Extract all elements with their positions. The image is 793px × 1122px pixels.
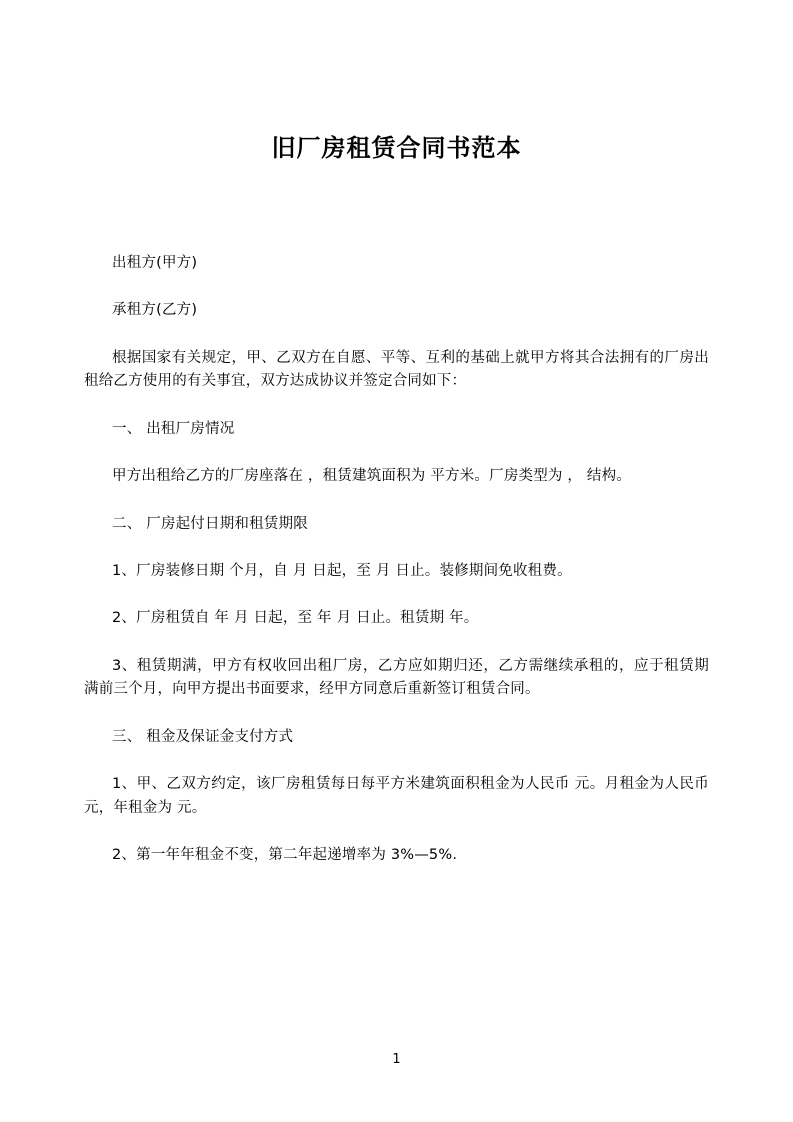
paragraph-section-2-item-1: 1、厂房装修日期 个月，自 月 日起，至 月 日止。装修期间免收租费。 — [112, 562, 572, 579]
paragraph-section-3-item-1: 1、甲、乙双方约定，该厂房租赁每日每平方米建筑面积租金为人民币 元。月租金为人民币 元，年租金为 元。 — [84, 776, 709, 816]
heading-section-2: 二、 厂房起付日期和租赁期限 — [112, 515, 308, 532]
paragraph-preamble: 根据国家有关规定，甲、乙双方在自愿、平等、互利的基础上就甲方将其合法拥有的厂房出租给乙方使用的有关事宜，双方达成协议并签定合同如下： — [84, 349, 709, 390]
heading-section-1: 一、 出租厂房情况 — [112, 420, 235, 437]
paragraph-section-2-item-3: 3、租赁期满，甲方有权收回出租厂房，乙方应如期归还，乙方需继续承租的，应于租赁期满前三个月，向甲方提出书面要求，经甲方同意后重新签订租赁合同。 — [84, 657, 709, 698]
paragraph-section-3-item-2: 2、第一年年租金不变，第二年起递增率为 3%—5%. — [112, 847, 458, 864]
paragraph-lessor: 出租方(甲方) — [112, 254, 198, 271]
page-number: 1 — [392, 1052, 401, 1067]
paragraph-lessee: 承租方(乙方) — [112, 302, 198, 319]
page-title: 旧厂房租赁合同书范本 — [271, 134, 522, 162]
paragraph-section-2-item-2: 2、厂房租赁自 年 月 日起，至 年 月 日止。租赁期 年。 — [112, 610, 479, 627]
heading-section-3: 三、 租金及保证金支付方式 — [112, 728, 294, 745]
paragraph-section-1-body: 甲方出租给乙方的厂房座落在 ，租赁建筑面积为 平方米。厂房类型为 ， 结构。 — [112, 468, 632, 485]
title-spacer — [84, 166, 709, 252]
